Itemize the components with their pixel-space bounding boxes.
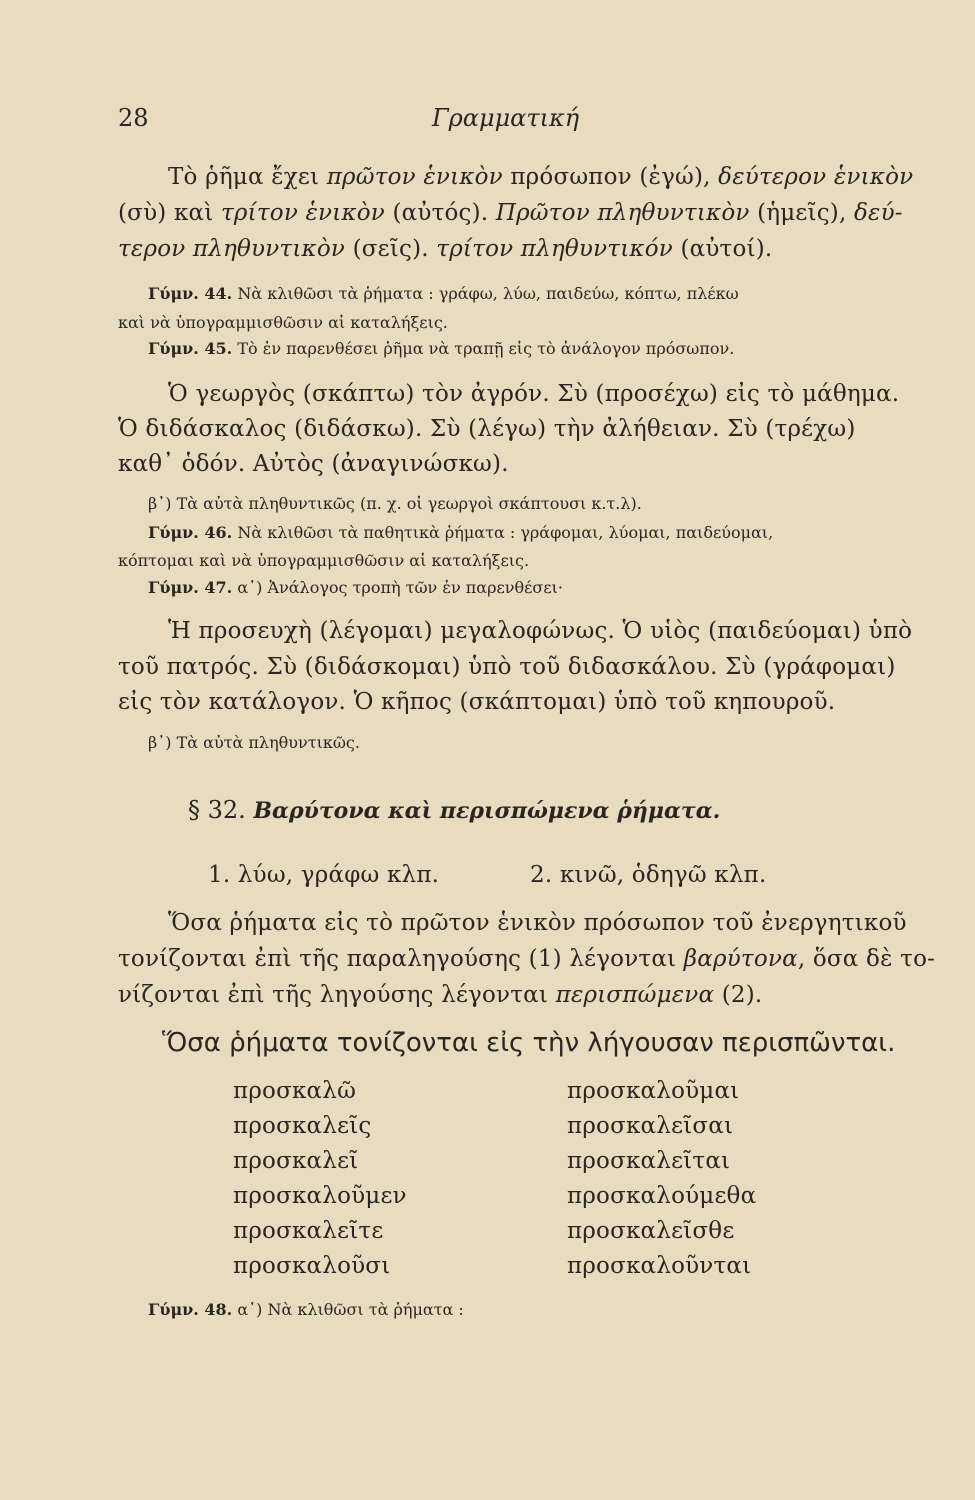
- exercise-45-line1: [148, 339, 734, 358]
- text: (σεῖς).: [345, 236, 437, 262]
- exercise-label: Γύμν. 45.: [148, 339, 233, 358]
- exercise-label: Γύμν. 47.: [148, 578, 233, 597]
- p3-line1: Ἡ προσευχὴ (λέγομαι) μεγαλοφώνως. Ὁ υἱὸς (παιδεύομαι) ὑπὸ: [168, 618, 913, 644]
- text: (αὐτός).: [384, 200, 496, 226]
- section-title: Βαρύτονα καὶ περισπώμενα ῥήματα.: [253, 798, 721, 824]
- text: τονίζονται ἐπὶ τῆς παραληγούσης (1) λέγονται: [118, 946, 684, 972]
- text: (σὺ) καὶ: [118, 200, 221, 226]
- plural-note-1: β᾿) Τὰ αὐτὰ πληθυντικῶς (π. χ. οἱ γεωργοὶ σκάπτουσι κ.τ.λ).: [148, 494, 642, 513]
- text: πρόσωπον (ἐγώ),: [502, 164, 719, 190]
- section-number: § 32.: [188, 796, 246, 824]
- p2-line2: Ὁ διδάσκαλος (διδάσκω). Σὺ (λέγω) τὴν ἀλήθειαν. Σὺ (τρέχω): [118, 416, 856, 442]
- term-italic: δεύ-: [854, 200, 903, 226]
- p1-line2: [118, 200, 903, 226]
- exercise-44-line1: [148, 284, 739, 303]
- term-italic: δεύτερον ἑνικὸν: [718, 164, 914, 190]
- text: Νὰ κλιθῶσι τὰ ῥήματα : γράφω, λύω, παιδεύω, κόπτω, πλέκω: [232, 284, 739, 303]
- text: (2).: [714, 982, 763, 1008]
- term-italic: τρίτον ἑνικὸν: [220, 200, 385, 226]
- section-heading: [188, 796, 720, 824]
- text: α᾿) Νὰ κλιθῶσι τὰ ῥήματα :: [232, 1300, 464, 1319]
- text: Τὸ ῥῆμα ἔχει: [168, 164, 327, 190]
- exercise-46-line1: [148, 523, 773, 542]
- active-form: προσκαλεῖς: [233, 1113, 372, 1139]
- example-perispomena: 2. κινῶ, ὁδηγῶ κλπ.: [530, 862, 767, 888]
- active-form: προσκαλεῖ: [233, 1148, 359, 1174]
- term-italic: τρίτον πληθυντικόν: [436, 236, 673, 262]
- active-form: προσκαλεῖτε: [233, 1218, 384, 1244]
- exercise-47-line1: [148, 578, 563, 597]
- rule-statement: Ὅσα ῥήματα τονίζονται εἰς τὴν λήγουσαν περισπῶνται.: [162, 1028, 896, 1058]
- exercise-label: Γύμν. 46.: [148, 523, 233, 542]
- p3-line3: εἰς τὸν κατάλογον. Ὁ κῆπος (σκάπτομαι) ὑπὸ τοῦ κηπουροῦ.: [118, 689, 836, 715]
- text: Νὰ κλιθῶσι τὰ παθητικὰ ῥήματα : γράφομαι, λύομαι, παιδεύομαι,: [232, 523, 774, 542]
- text: (ἡμεῖς),: [749, 200, 854, 226]
- passive-form: προσκαλεῖσθε: [567, 1218, 735, 1244]
- passive-form: προσκαλούμεθα: [567, 1183, 757, 1209]
- exercise-label: Γύμν. 48.: [148, 1300, 233, 1319]
- text: , ὅσα δὲ το-: [797, 946, 936, 972]
- p4-line3: [118, 982, 762, 1008]
- term-italic: πρῶτον ἑνικὸν: [326, 164, 503, 190]
- text: νίζονται ἐπὶ τῆς ληγούσης λέγονται: [118, 982, 556, 1008]
- p2-line3: καθ᾿ ὁδόν. Αὐτὸς (ἀναγινώσκω).: [118, 451, 509, 477]
- term-italic: βαρύτονα: [683, 946, 798, 972]
- active-form: προσκαλοῦμεν: [233, 1183, 407, 1209]
- passive-form: προσκαλοῦμαι: [567, 1078, 740, 1104]
- passive-form: προσκαλεῖσαι: [567, 1113, 734, 1139]
- exercise-46-line2: κόπτομαι καὶ νὰ ὑπογραμμισθῶσιν αἱ καταλήξεις.: [118, 551, 530, 570]
- passive-form: προσκαλεῖται: [567, 1148, 731, 1174]
- p4-line2: [118, 946, 935, 972]
- text: (αὐτοί).: [672, 236, 773, 262]
- p3-line2: τοῦ πατρός. Σὺ (διδάσκομαι) ὑπὸ τοῦ διδασκάλου. Σὺ (γράφομαι): [118, 654, 896, 680]
- text: α᾿) Ἀνάλογος τροπὴ τῶν ἐν παρενθέσει·: [232, 578, 563, 597]
- active-form: προσκαλῶ: [233, 1078, 357, 1104]
- exercise-44-line2: καὶ νὰ ὑπογραμμισθῶσιν αἱ καταλήξεις.: [118, 313, 448, 332]
- p2-line1: Ὁ γεωργὸς (σκάπτω) τὸν ἀγρόν. Σὺ (προσέχω) εἰς τὸ μάθημα.: [168, 381, 900, 407]
- example-barytona: 1. λύω, γράφω κλπ.: [208, 862, 440, 888]
- page-number: 28: [118, 104, 149, 132]
- p1-line3: [118, 236, 772, 262]
- p1-line1: [168, 164, 913, 190]
- active-form: προσκαλοῦσι: [233, 1253, 391, 1279]
- passive-form: προσκαλοῦνται: [567, 1253, 752, 1279]
- p4-line1: Ὅσα ῥήματα εἰς τὸ πρῶτον ἑνικὸν πρόσωπον τοῦ ἐνεργητικοῦ: [168, 910, 907, 936]
- term-italic: περισπώμενα: [555, 982, 715, 1008]
- term-italic: Πρῶτον πληθυντικὸν: [495, 200, 750, 226]
- plural-note-2: β᾿) Τὰ αὐτὰ πληθυντικῶς.: [148, 733, 360, 752]
- exercise-label: Γύμν. 44.: [148, 284, 233, 303]
- running-title: Γραμματική: [432, 104, 580, 132]
- term-italic: τερον πληθυντικὸν: [118, 236, 346, 262]
- exercise-48-line1: [148, 1300, 464, 1319]
- text: Τὸ ἐν παρενθέσει ῥῆμα νὰ τραπῇ εἰς τὸ ἀνάλογον πρόσωπον.: [232, 339, 735, 358]
